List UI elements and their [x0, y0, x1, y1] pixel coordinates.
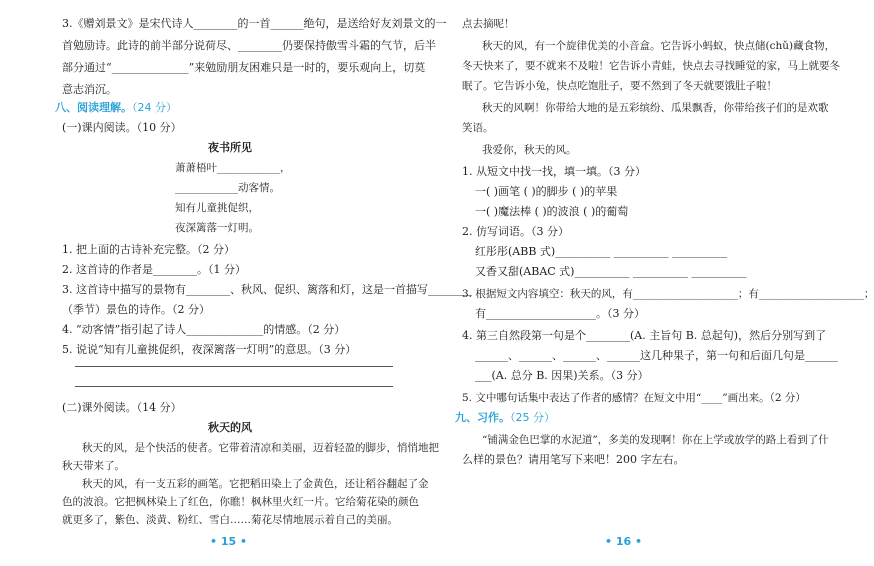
part-2-question-4-line-2: ______、______、______、______这几种果子，第一句和后面几句是______: [475, 349, 838, 362]
passage-p5-line-1: 秋天的风啊！你带给大地的是五彩缤纷、瓜果飘香，你带给孩子们的是欢歌: [482, 102, 829, 114]
answer-line-2[interactable]: [75, 386, 393, 387]
question-3-line-1: 3.《赠刘景文》是宋代诗人________的一首______绝句，是送给好友刘景文的一: [62, 17, 447, 30]
part-2-question-5: 5. 文中哪句话集中表达了作者的感情？在短文中用“____”画出来。（2 分）: [462, 392, 806, 404]
part-2-question-3-line-2: 有____________________。（3 分）: [475, 307, 645, 320]
section-8-points: （24 分）: [132, 101, 177, 114]
page-number-15: • 15 •: [210, 535, 248, 548]
passage-p1-line-2: 秋天带来了。: [62, 460, 125, 472]
passage-p5-line-2: 笑语。: [462, 122, 494, 134]
question-1-row-2: 一( )魔法棒 ( )的波浪 ( )的葡萄: [475, 205, 629, 218]
part-1-question-1: 1. 把上面的古诗补充完整。（2 分）: [62, 243, 235, 256]
question-1-row-1: 一( )画笔 ( )的脚步 ( )的苹果: [475, 185, 618, 198]
part-1-question-5: 5. 说说“知有儿童挑促织，夜深篱落一灯明”的意思。（3 分）: [62, 343, 357, 356]
passage-p4-line-1: 秋天的风，有一个旋律优美的小音盒。它告诉小蚂蚁，快点储(chǔ)藏食物，: [482, 40, 836, 52]
part-1-title: (一)课内阅读。（10 分）: [62, 121, 182, 134]
essay-prompt-line-1: “铺满金色巴掌的水泥道”，多美的发现啊！你在上学或放学的路上看到了什: [482, 434, 829, 446]
section-8-heading: [55, 98, 177, 118]
section-9-title: 九、习作。: [455, 411, 510, 424]
part-2-question-4-line-3: ___(A. 总分 B. 因果)关系。（3 分）: [475, 369, 649, 382]
question-2-row-2: 又香又甜(ABAC 式)__________ __________ __________: [475, 265, 747, 278]
poem-title: 夜书所见: [208, 141, 252, 154]
question-3-line-4: 意志消沉。: [62, 83, 117, 96]
passage-p2-line-2: 色的波浪。它把枫林染上了红色，你瞧！枫林里火红一片。它给菊花染的颜色: [62, 496, 419, 508]
passage-p1-line-1: 秋天的风，是个快活的使者。它带着清凉和美丽，迈着轻盈的脚步，悄悄地把: [82, 442, 439, 454]
section-9-heading: [455, 408, 555, 428]
part-2-question-4-line-1: 4. 第三自然段第一句是个________(A. 主旨句 B. 总起句)，然后分别写到了: [462, 329, 827, 342]
passage-p2-line-1: 秋天的风，有一支五彩的画笔。它把稻田染上了金黄色，还让稻谷翻起了金: [82, 478, 429, 490]
poem-line-4: 夜深篱落一灯明。: [175, 222, 259, 234]
section-8-title: 八、阅读理解。: [55, 101, 132, 114]
section-9-points: （25 分）: [510, 411, 555, 424]
part-2-title: (二)课外阅读。（14 分）: [62, 401, 182, 414]
part-1-question-3-line-1: 3. 这首诗中描写的景物有________、秋风、促织、篱落和灯，这是一首描写________: [62, 283, 472, 296]
part-1-question-3-line-2: （季节）景色的诗作。（2 分）: [62, 303, 210, 316]
right-page: [400, 0, 874, 566]
part-2-question-2: 2. 仿写词语。（3 分）: [462, 225, 569, 238]
page-number-16: • 16 •: [605, 535, 643, 548]
part-1-question-2: 2. 这首诗的作者是________。（1 分）: [62, 263, 246, 276]
essay-prompt-line-2: 么样的景色？请用笔写下来吧！200 字左右。: [462, 453, 685, 466]
poem-line-2: ____________动客情。: [175, 182, 280, 194]
passage-title: 秋天的风: [208, 421, 252, 434]
poem-line-1: 萧萧梧叶____________，: [175, 162, 291, 174]
question-2-row-1: 红彤彤(ABB 式)__________ __________ __________: [475, 245, 728, 258]
question-3-line-3: 部分通过“______________”来勉励朋友困难只是一时的，要乐观向上，切莫: [62, 61, 426, 74]
passage-p6-line-1: 我爱你，秋天的风。: [482, 144, 577, 156]
part-2-question-1: 1. 从短文中找一找，填一填。（3 分）: [462, 165, 646, 178]
part-2-question-3-line-1: 3. 根据短文内容填空：秋天的风，有____________________；有____________________；: [462, 288, 874, 300]
passage-p4-line-2: 冬天快来了，要不就来不及啦！它告诉小青蛙，快点去寻找睡觉的家，马上就要冬: [462, 60, 840, 72]
part-1-question-4: 4. “动客情”指引起了诗人______________的情感。（2 分）: [62, 323, 346, 336]
passage-continuation: 点去摘呢！: [462, 18, 515, 30]
passage-p2-line-3: 就更多了，紫色、淡黄、粉红、雪白……菊花尽情地展示着自己的美丽。: [62, 514, 398, 526]
passage-p4-line-3: 眠了。它告诉小兔，快点吃饱肚子，要不然到了冬天就要饿肚子啦！: [462, 80, 777, 92]
poem-line-3: 知有儿童挑促织，: [175, 202, 259, 214]
question-3-line-2: 首勉励诗。此诗的前半部分说荷尽、________仍要保持傲雪斗霜的气节，后半: [62, 39, 436, 52]
answer-line-1[interactable]: [75, 366, 393, 367]
